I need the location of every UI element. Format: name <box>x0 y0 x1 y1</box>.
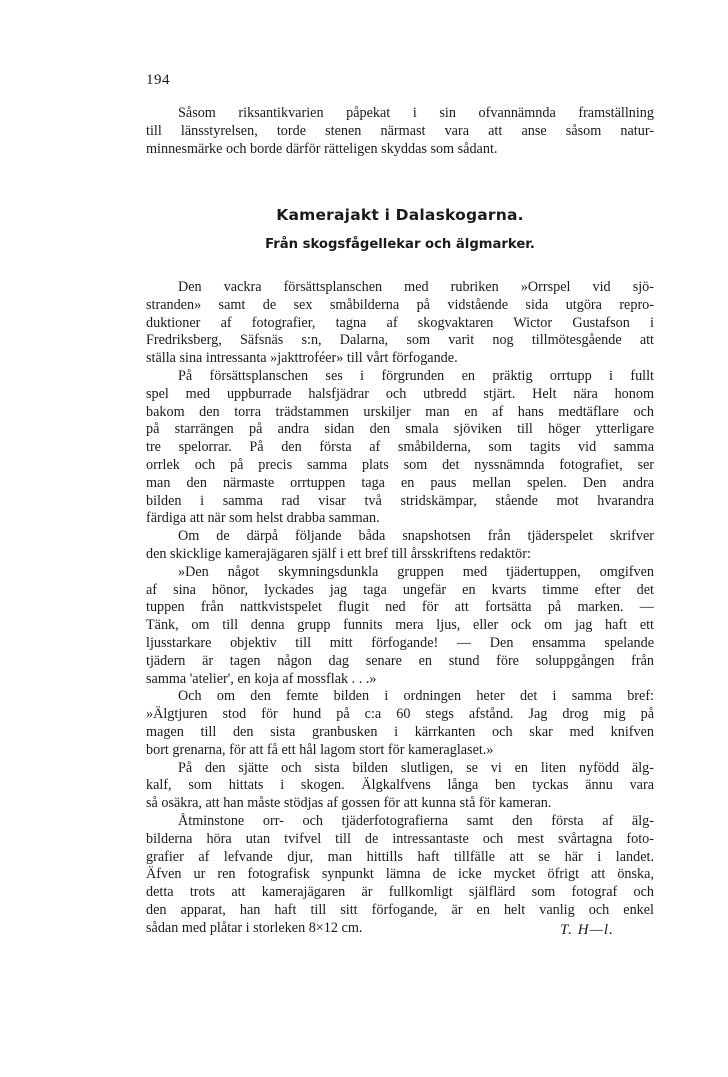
text-line: minnesmärke och borde därför rätteligen skyddas som sådant. <box>146 140 498 157</box>
text-line: magen till den sista granbusken i kärrkanten och skar med knifven <box>146 723 654 740</box>
intro-paragraph <box>146 105 654 158</box>
text-line: orrlek och på precis samma plats som det nyssnämnda fotografiet, ser <box>146 456 654 473</box>
text-line: Såsom riksantikvarien påpekat i sin ofvannämnda framställning <box>178 105 654 121</box>
text-line: bakom den torra trädstammen urskiljer man en af hans medtäflare och <box>146 403 654 420</box>
text-line: grafier af lefvande djur, man hittills haft tillfälle att se här i landet. <box>146 848 654 865</box>
text-line: Den vackra försättsplanschen med rubriken »Orrspel vid sjö- <box>178 279 654 295</box>
text-line: på starrängen på andra sidan den smala sjöviken till höger ytterligare <box>146 421 654 438</box>
text-line: ljusstarkare objektiv till mitt förfogande! — Den ensamma spelande <box>146 634 654 651</box>
text-line: till länsstyrelsen, torde stenen närmast vara att anse såsom natur- <box>146 122 654 139</box>
text-line: På försättsplanschen ses i förgrunden en präktig orrtupp i fullt <box>178 367 654 384</box>
article-title: Kamerajakt i Dalaskogarna. <box>276 206 524 224</box>
text-line: kalf, som hittats i skogen. Älgkalfvens långa ben tyckas ännu vara <box>146 777 654 794</box>
article-body <box>146 279 654 937</box>
text-line: bort grenarna, för att få ett hål lagom stort för kameraglaset.» <box>146 741 494 758</box>
text-line: Fredriksberg, Säfsnäs s:n, Dalarna, som varit nog tillmötesgående att <box>146 332 654 349</box>
text-line: Äfven ur ren fotografisk synpunkt lämna de icke mycket öfrigt att önska, <box>146 866 654 883</box>
text-line: den apparat, han haft till sitt förfogande, är en helt vanlig och enkel <box>146 901 654 918</box>
text-line: bilderna höra utan tvifvel till de intressantaste och mest svårtagna foto- <box>146 830 654 847</box>
text-line: Åtminstone orr- och tjäderfotografierna samt den första af älg- <box>178 812 654 829</box>
text-line: ställa sina intressanta »jakttroféer» till vårt förfogande. <box>146 350 458 367</box>
text-line: Och om den femte bilden i ordningen heter det i samma bref: <box>178 688 654 705</box>
text-line: stranden» samt de sex småbilderna på vidstående sida utgöra repro- <box>146 296 654 313</box>
text-line: så osäkra, att han måste stödjas af gossen för att kunna stå för kameran. <box>146 795 552 812</box>
page-number: 194 <box>146 72 170 88</box>
text-line: man den närmaste orrtuppen taga en paus mellan spelen. Den andra <box>146 474 654 491</box>
text-line: den skicklige kamerajägaren själf i ett bref till årsskriftens redaktör: <box>146 545 531 562</box>
author-signature: T. H—l. <box>560 922 614 938</box>
text-line: samma 'atelier', en koja af mossflak . . .» <box>146 670 377 687</box>
text-line: På den sjätte och sista bilden slutligen, se vi en liten nyfödd älg- <box>178 759 654 776</box>
text-line: af sina hönor, lyckades jag taga ungefär en kvarts timme efter det <box>146 581 654 598</box>
text-line: Tänk, om till denna grupp funnits mera ljus, eller ock om jag haft ett <box>146 617 654 634</box>
text-line: »Älgtjuren stod för hund på c:a 60 stegs afstånd. Jag drog mig på <box>146 706 654 723</box>
text-line: spel med uppburrade halsfjädrar och utbredd stjärt. Helt nära honom <box>146 385 654 402</box>
text-line: duktioner af fotografier, tagna af skogvaktaren Wictor Gustafson i <box>146 314 654 331</box>
article-subtitle: Från skogsfågellekar och älgmarker. <box>265 237 535 252</box>
text-line: »Den något skymningsdunkla gruppen med tjädertuppen, omgifven <box>178 563 654 580</box>
text-line: tjädern är tagen någon dag senare en stund före soluppgången från <box>146 652 654 669</box>
text-line: tuppen från nattkvistspelet flugit ned för att fortsätta på marken. — <box>146 599 654 616</box>
text-line: detta trots att kamerajägaren är fullkomligt själflärd som fotograf och <box>146 884 654 901</box>
text-line: tre spelorrar. På den första af småbilderna, som tagits vid samma <box>146 439 654 456</box>
text-line: Om de därpå följande båda snapshotsen från tjäderspelet skrifver <box>178 528 654 545</box>
text-line: färdiga att när som helst drabba samman. <box>146 510 380 527</box>
text-line: sådan med plåtar i storleken 8×12 cm. <box>146 919 363 936</box>
text-line: bilden i samma rad visar två stridskämpar, stående mot hvarandra <box>146 492 654 509</box>
